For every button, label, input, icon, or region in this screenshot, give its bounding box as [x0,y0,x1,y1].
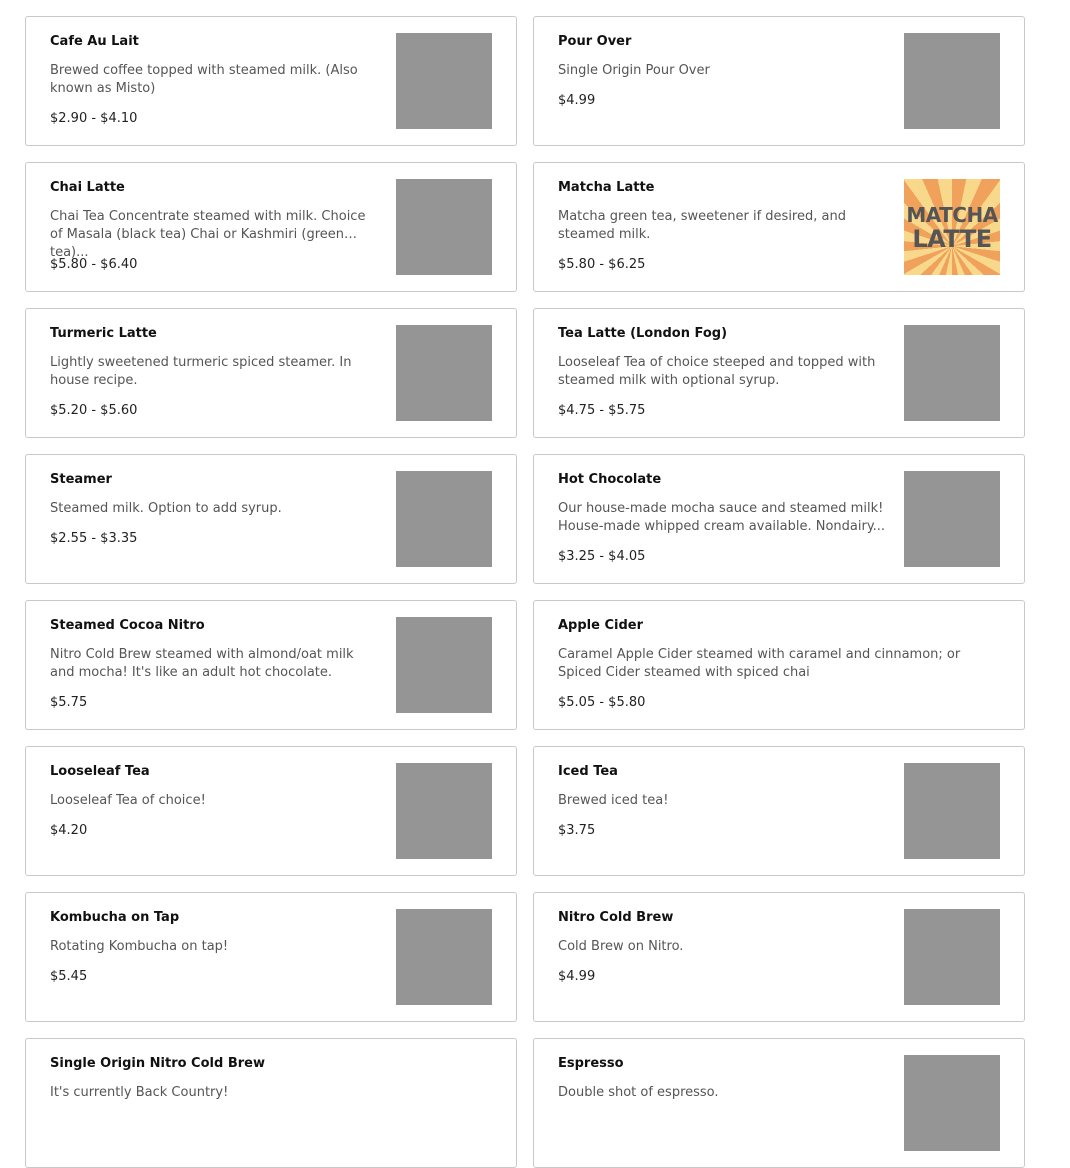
menu-item-price: $2.55 - $3.35 [50,531,138,546]
menu-item-price: $5.80 - $6.25 [558,257,646,272]
menu-item-description: Looseleaf Tea of choice! [50,793,206,808]
menu-item-text [50,33,380,127]
menu-item-text [50,617,380,711]
menu-item-image [904,763,1000,859]
menu-item-card[interactable] [533,1038,1025,1168]
menu-item-card[interactable] [25,162,517,292]
menu-item-price: $4.75 - $5.75 [558,403,646,418]
menu-item-price: $5.75 [50,695,88,710]
menu-item-name: Turmeric Latte [50,326,157,341]
menu-item-description: Brewed coffee topped with steamed milk. (Also known as Misto) [50,63,358,96]
menu-item-image [904,909,1000,1005]
menu-item-card[interactable] [25,454,517,584]
menu-item-card[interactable] [533,892,1025,1022]
menu-item-name: Steamer [50,472,112,487]
menu-item-description: Steamed milk. Option to add syrup. [50,501,282,516]
matcha-latte-image [904,179,1000,275]
menu-item-text [558,325,888,419]
menu-item-name: Matcha Latte [558,180,655,195]
menu-item-text [50,179,380,273]
menu-item-card[interactable] [533,746,1025,876]
menu-item-card[interactable] [533,162,1025,292]
menu-item-card[interactable] [25,746,517,876]
menu-item-image [396,33,492,129]
menu-item-description: Chai Tea Concentrate steamed with milk. Choice of Masala (black tea) Chai or Kashmiri (green tea)... [50,209,366,260]
menu-item-name: Iced Tea [558,764,618,779]
menu-item-card[interactable] [533,454,1025,584]
menu-item-text [558,763,888,839]
menu-item-card[interactable] [533,308,1025,438]
menu-item-text [558,1055,888,1114]
menu-item-name: Espresso [558,1056,624,1071]
menu-item-price: $4.20 [50,823,88,838]
menu-item-description: Rotating Kombucha on tap! [50,939,229,954]
latte-image-text: LATTE [912,225,992,253]
menu-item-description: Matcha green tea, sweetener if desired, and steamed milk. [558,209,846,242]
menu-item-price: $5.05 - $5.80 [558,695,646,710]
menu-item-price: $4.99 [558,969,596,984]
menu-item-name: Cafe Au Lait [50,34,139,49]
menu-item-price: $5.20 - $5.60 [50,403,138,418]
menu-item-price: $3.75 [558,823,596,838]
menu-item-image [396,909,492,1005]
menu-item-name: Hot Chocolate [558,472,662,487]
menu-item-text [558,617,1000,711]
menu-item-name: Pour Over [558,34,632,49]
menu-item-description: Nitro Cold Brew steamed with almond/oat milk and mocha! It's like an adult hot chocolate. [50,647,354,680]
menu-item-text [558,471,888,565]
menu-item-image [904,471,1000,567]
menu-item-text [558,33,888,109]
menu-item-name: Chai Latte [50,180,125,195]
menu-item-card[interactable] [25,892,517,1022]
menu-item-image [904,33,1000,129]
menu-item-text [50,763,380,839]
menu-item-description: Single Origin Pour Over [558,63,710,78]
menu-item-price: $3.25 - $4.05 [558,549,646,564]
menu-item-description: Looseleaf Tea of choice steeped and topped with steamed milk with optional syrup. [558,355,876,388]
menu-item-name: Tea Latte (London Fog) [558,326,728,341]
menu-item-description: Cold Brew on Nitro. [558,939,684,954]
menu-item-description: Our house-made mocha sauce and steamed milk! House-made whipped cream available. Nondairy... [558,501,886,534]
menu-item-image [904,1055,1000,1151]
menu-item-description: Lightly sweetened turmeric spiced steamer. In house recipe. [50,355,352,388]
menu-item-card[interactable] [25,16,517,146]
menu-item-price: $5.45 [50,969,88,984]
menu-item-text [50,325,380,419]
menu-item-card[interactable] [25,600,517,730]
menu-item-card[interactable] [533,600,1025,730]
menu-item-image [904,325,1000,421]
menu-item-description: Caramel Apple Cider steamed with caramel and cinnamon; or Spiced Cider steamed with spiced chai [558,647,961,680]
menu-item-price: $2.90 - $4.10 [50,111,138,126]
menu-item-description: Brewed iced tea! [558,793,669,808]
menu-item-name: Kombucha on Tap [50,910,180,925]
menu-item-card[interactable] [533,16,1025,146]
matcha-image-text: MATCHA [906,203,998,227]
menu-item-text [50,1055,492,1114]
menu-item-price: $4.99 [558,93,596,108]
menu-item-name: Apple Cider [558,618,644,633]
menu-item-image [396,325,492,421]
menu-item-card[interactable] [25,308,517,438]
menu-item-description: It's currently Back Country! [50,1085,229,1100]
menu-item-image [396,617,492,713]
menu-item-image [396,763,492,859]
menu-item-name: Steamed Cocoa Nitro [50,618,205,633]
menu-item-name: Looseleaf Tea [50,764,150,779]
menu-item-name: Nitro Cold Brew [558,910,674,925]
menu-item-text [50,471,380,547]
menu-item-card[interactable] [25,1038,517,1168]
menu-item-text [558,179,888,273]
menu-item-image [396,179,492,275]
menu-item-price: $5.80 - $6.40 [50,257,138,272]
menu-item-description: Double shot of espresso. [558,1085,719,1100]
menu-item-name: Single Origin Nitro Cold Brew [50,1056,265,1071]
menu-item-text [50,909,380,985]
menu-grid [25,16,1025,1168]
menu-item-text [558,909,888,985]
menu-item-image [396,471,492,567]
